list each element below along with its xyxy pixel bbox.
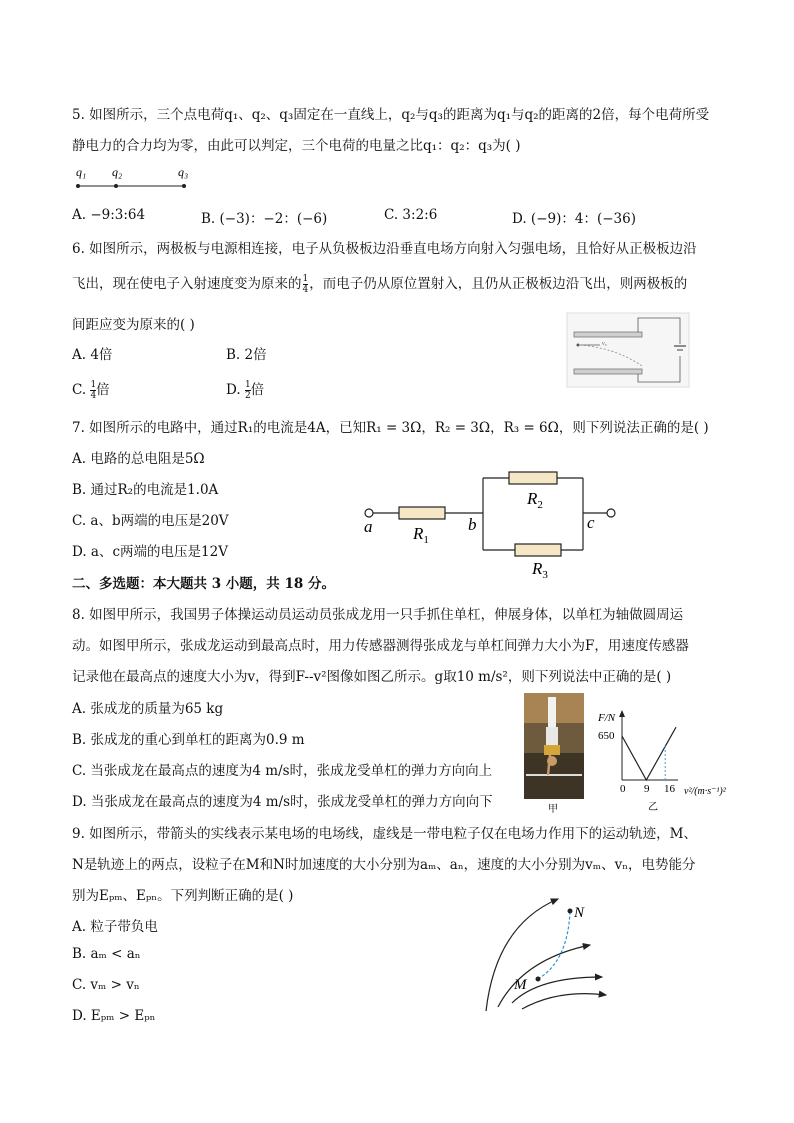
q8-option-a: A. 张成龙的质量为65 kg [72,701,224,717]
terminal-c [607,509,615,517]
point-n [568,909,573,914]
f-v2-line [622,727,676,780]
q6-option-c: C. $\frac{1}{4}$ 倍 [72,380,110,401]
svg-text:0: 0 [620,783,626,795]
svg-text:a: a [364,517,373,536]
q6-option-a: A. 4倍 [72,347,113,363]
trajectory-path [538,911,570,979]
q9-option-d: D. Eₚₘ > Eₚₙ [72,1008,156,1024]
q6-option-b: B. 2倍 [226,347,267,363]
q6-option-d: D. $\frac{1}{2}$ 倍 [226,380,265,401]
q6-stem-line2: 飞出，现在使电子入射速度变为原来的 $\frac{1}{4}$ ，而电子仍从原位置射入，且仍从正极板边沿飞出，则两极板的 [72,274,688,295]
svg-text:650: 650 [598,730,615,742]
section-heading-multiple-choice: 二、多选题：本大题共 3 小题，共 18 分。 [72,576,335,592]
point-m [536,977,541,982]
q9-stem-line1: 9. 如图所示，带箭头的实线表示某电场的电场线，虚线是一带电粒子仅在电场力作用下的运动轨迹，M、 [72,826,697,842]
q6-fraction: $\frac{1}{4}$ [302,274,309,295]
q5-stem-line2: 静电力的合力均为零，由此可以判定，三个电荷的电量之比q₁：q₂：q₃为( ) [72,138,521,154]
q8-stem-line3: 记录他在最高点的速度大小为v，得到F--v²图像如图乙所示。g取10 m/s²，则下列说法中正确的是( ) [72,669,672,685]
q5-stem-line1: 5. 如图所示，三个点电荷q₁、q₂、q₃固定在一直线上，q₂与q₃的距离为q₁与q₂的距离的2倍，每个电荷所受 [72,107,710,123]
q8-option-c: C. 当张成龙在最高点的速度为4 m/s时，张成龙受单杠的弹力方向向上 [72,763,493,779]
q9-option-b: B. aₘ < aₙ [72,946,141,962]
svg-text:b: b [468,515,477,534]
q6-capacitor-figure [566,312,690,388]
svg-text:甲: 甲 [548,804,558,815]
q8-stem-line1: 8. 如图甲所示，我国男子体操运动员运动员张成龙用一只手抓住单杠，伸展身体，以单杠为轴做圆周运 [72,607,684,623]
resistor-r3 [515,544,561,556]
q9-stem-line2: N是轨迹上的两点，设粒子在M和N时加速度的大小分别为aₘ、aₙ，速度的大小分别为vₘ、vₙ，电势能分 [72,857,696,873]
upper-plate [574,332,642,337]
svg-text:v₀: v₀ [602,341,607,347]
svg-text:16: 16 [664,783,675,795]
svg-text:c: c [587,513,595,532]
q9-stem-line3: 别为Eₚₘ、Eₚₙ。下列判断正确的是( ) [72,888,294,904]
q8-option-b: B. 张成龙的重心到单杠的距离为0.9 m [72,732,305,748]
svg-text:R1: $R_1$ [413,524,429,546]
svg-text:M: M [514,977,527,993]
q1-dot [76,184,80,188]
q9-option-c: C. vₘ > vₙ [72,977,140,993]
q8-option-d: D. 当张成龙在最高点的速度为4 m/s时，张成龙受单杠的弹力方向向下 [72,794,493,810]
lower-plate [574,369,642,374]
q5-option-d: D. (−9)：4：(−36) [512,211,636,227]
q5-option-a: A. −9:3:64 [72,207,146,223]
q7-stem-line1: 7. 如图所示的电路中，通过R₁的电流是4A，已知R₁ = 3Ω，R₂ = 3Ω，R₃ = 6Ω，则下列说法正确的是( ) [72,420,709,436]
q1-label: q₁ [76,165,87,179]
svg-text:R3: $R_3$ [532,559,548,580]
q7-option-c: C. a、b两端的电压是20V [72,513,229,529]
field-line-2 [498,945,590,1007]
q7-option-d: D. a、c两端的电压是12V [72,544,228,560]
svg-text:N: N [574,905,585,921]
q5-option-c: C. 3:2:6 [384,207,438,223]
q5-option-b: B. (−3)：−2：(−6) [201,211,328,227]
q7-option-a: A. 电路的总电阻是5Ω [72,451,205,467]
svg-text:R2: $R_2$ [527,489,543,511]
resistor-r1 [399,507,445,519]
q2-dot [114,184,118,188]
field-line-4 [522,994,606,1009]
svg-text:v²/(m·s⁻¹)²: v²/(m·s⁻¹)² [684,786,726,797]
resistor-r2 [509,472,557,484]
q8-gymnast-photo [524,693,584,815]
q3-label: q₃ [178,165,189,179]
q6-stem-line3: 间距应变为原来的( ) [72,317,195,333]
svg-text:乙: 乙 [648,802,658,813]
q7-circuit-figure [355,462,625,580]
svg-text:F/N: F/N [598,712,616,724]
q9-option-a: A. 粒子带负电 [72,919,158,935]
q6-stem-line1: 6. 如图所示，两极板与电源相连接，电子从负极板边沿垂直电场方向射入匀强电场，且恰好从正极板边沿 [72,241,697,257]
q5-charge-figure [70,164,200,196]
q9-field-lines-figure [478,885,618,1015]
terminal-a [365,509,373,517]
q8-f-v2-graph [592,706,762,818]
q7-option-b: B. 通过R₂的电流是1.0A [72,482,219,498]
q8-stem-line2: 动。如图甲所示，张成龙运动到最高点时，用力传感器测得张成龙与单杠间弹力大小为F，用速度传感器 [72,638,689,654]
svg-text:9: 9 [644,783,650,795]
q3-dot [182,184,186,188]
electron-dot [577,344,580,347]
q2-label: q₂ [112,165,123,179]
